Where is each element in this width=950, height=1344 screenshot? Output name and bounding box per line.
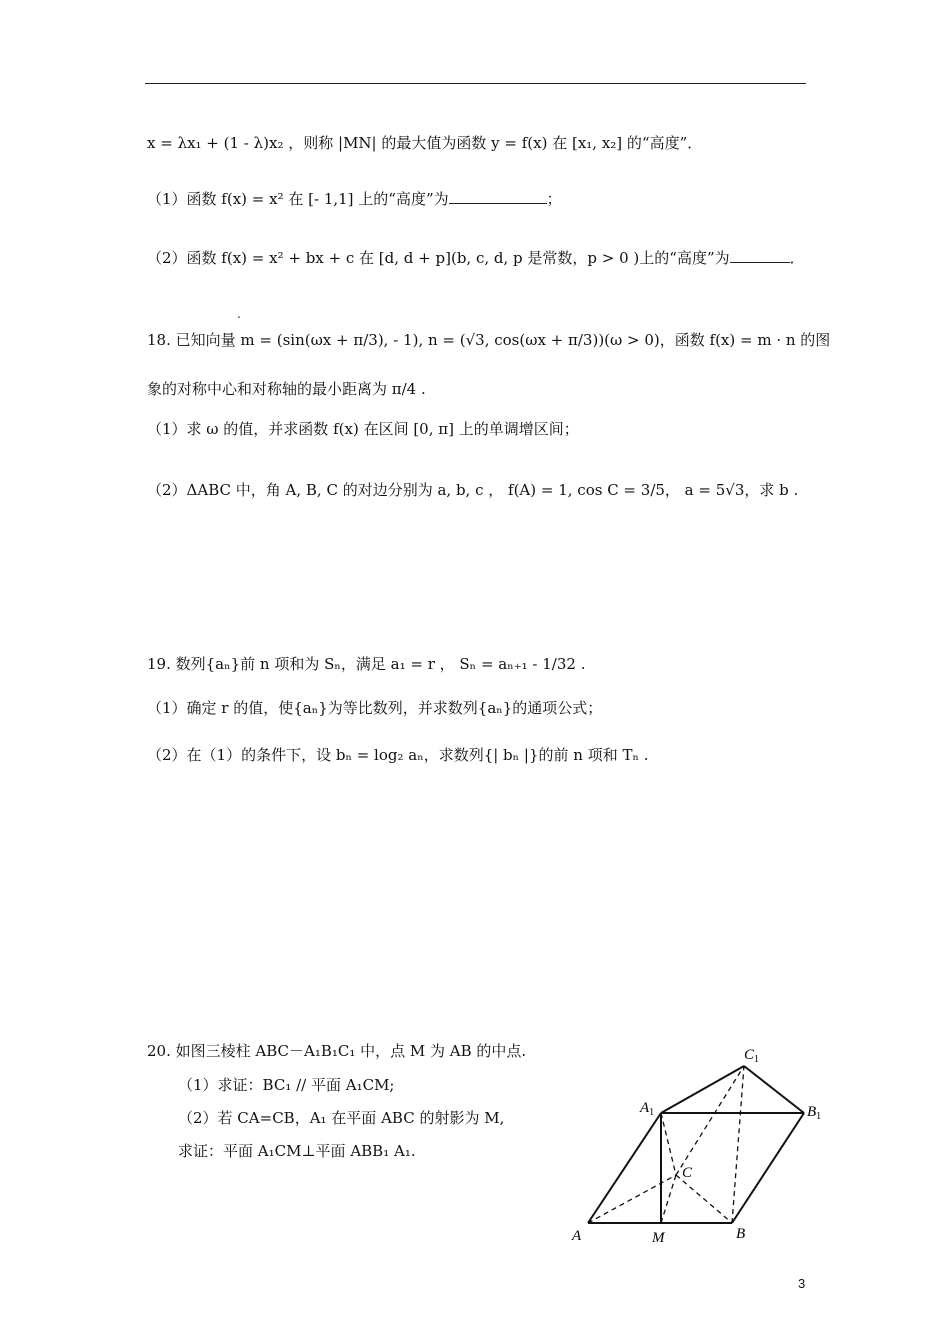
q18-stem-line2: 象的对称中心和对称轴的最小距离为 π/4 . — [147, 380, 426, 398]
label-c1-letter: C — [744, 1047, 755, 1063]
q20-part1: （1）求证：BC₁ // 平面 A₁CM; — [178, 1076, 395, 1094]
label-a1-sub: 1 — [649, 1107, 655, 1118]
answer-blank — [449, 189, 547, 204]
stray-dot: . — [237, 307, 241, 321]
label-b1-letter: B — [807, 1104, 817, 1120]
label-a1 — [639, 1100, 654, 1118]
edge-cc1 — [676, 1066, 744, 1175]
q18-part2: （2）ΔABC 中，角 A, B, C 的对边分别为 a, b, c ， f(A) = 1, cos C = 3/5， a = 5√3，求 b . — [147, 481, 799, 499]
label-c: C — [682, 1165, 693, 1181]
label-c1 — [744, 1047, 759, 1065]
hidden-edges — [588, 1066, 744, 1223]
solid-edges — [588, 1066, 804, 1223]
q19-part1: （1）确定 r 的值，使{aₙ}为等比数列，并求数列{aₙ}的通项公式； — [147, 699, 603, 717]
q17-part2-text: （2）函数 f(x) = x² + bx + c 在 [d, d + p](b, c, d, p 是常数，p > 0 )上的“高度”为 — [147, 249, 730, 267]
edge-b1c1 — [744, 1066, 804, 1113]
label-c1-sub: 1 — [754, 1054, 760, 1065]
q20-stem: 20. 如图三棱柱 ABC－A₁B₁C₁ 中，点 M 为 AB 的中点. — [147, 1042, 527, 1060]
edge-ac — [588, 1175, 676, 1223]
q20-part3: 求证：平面 A₁CM⊥平面 ABB₁ A₁. — [178, 1142, 416, 1160]
label-a1-letter: A — [640, 1100, 650, 1116]
label-b: B — [736, 1226, 746, 1242]
label-a: A — [572, 1228, 582, 1244]
page-number: 3 — [798, 1276, 806, 1291]
edge-a1c — [661, 1113, 676, 1175]
q17-part1-text: （1）函数 f(x) = x² 在 [- 1,1] 上的“高度”为 — [147, 190, 449, 208]
label-b1 — [807, 1104, 821, 1122]
edge-aa1 — [588, 1113, 661, 1223]
q17-part1 — [147, 188, 562, 210]
q17-part2 — [147, 247, 805, 269]
q19-part2: （2）在（1）的条件下，设 bₙ = log₂ aₙ，求数列{| bₙ |}的前 n 项和 Tₙ . — [147, 746, 649, 764]
label-b1-sub: 1 — [816, 1111, 822, 1122]
edge-bc1 — [732, 1066, 744, 1223]
q17-definition-line: x = λx₁ + (1 - λ)x₂ ，则称 |MN| 的最大值为函数 y = f(x) 在 [x₁, x₂] 的“高度”． — [147, 134, 703, 152]
q19-stem: 19. 数列{aₙ}前 n 项和为 Sₙ，满足 a₁ = r ， Sₙ = aₙ₊₁ - 1/32 . — [147, 655, 586, 673]
edge-cb — [676, 1175, 732, 1223]
answer-blank — [730, 248, 790, 263]
q18-part1: （1）求 ω 的值，并求函数 f(x) 在区间 [0, π] 上的单调增区间； — [147, 420, 579, 438]
prism-figure — [560, 1035, 830, 1250]
edge-bb1 — [732, 1113, 804, 1223]
q17-part1-end: ； — [546, 190, 562, 208]
header-rule — [145, 83, 806, 84]
q18-stem-line1: 18. 已知向量 m = (sin(ωx + π/3), - 1), n = (√3, cos(ωx + π/3))(ω > 0)，函数 f(x) = m · n 的图 — [147, 331, 831, 349]
q17-part2-end: ． — [789, 249, 805, 267]
q20-part2: （2）若 CA=CB，A₁ 在平面 ABC 的射影为 M, — [178, 1109, 505, 1127]
label-m: M — [652, 1230, 665, 1246]
edge-a1c1 — [661, 1066, 744, 1113]
